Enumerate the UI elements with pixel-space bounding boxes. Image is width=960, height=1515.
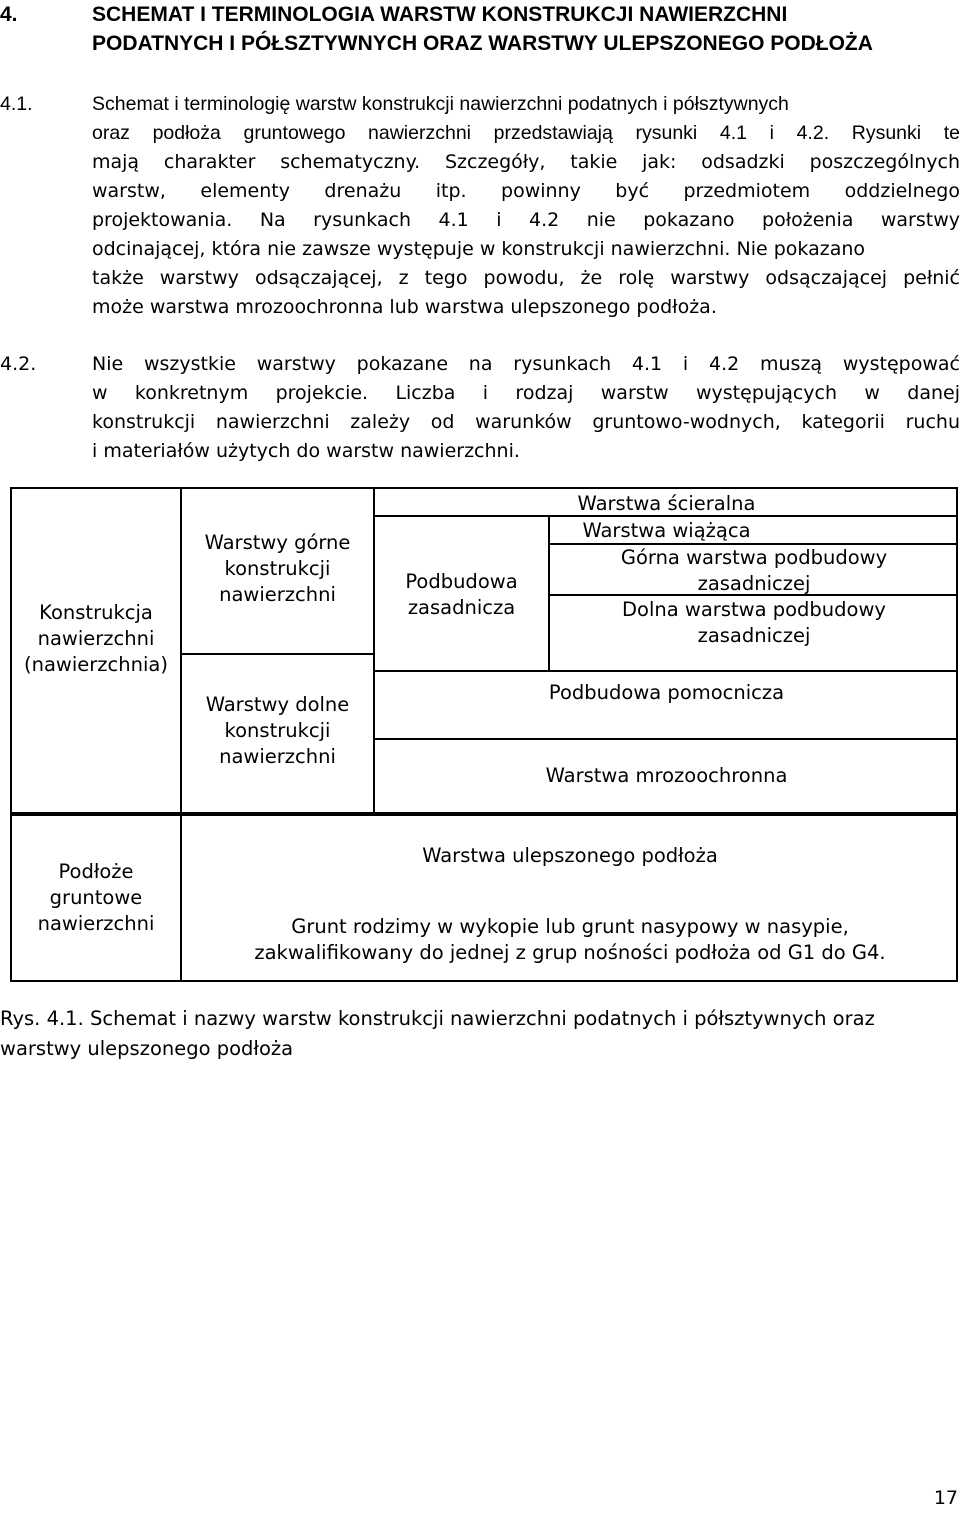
podbudowa-pomocnicza-label: Podbudowa pomocnicza — [548, 681, 785, 704]
para-4-2-line: i materiałów użytych do warstw nawierzchni. — [92, 440, 520, 462]
layer-diagram — [0, 487, 960, 987]
podloze-label — [12, 859, 180, 937]
para-4-2-line: konstrukcji nawierzchni zależy od warunków gruntowo-wodnych, kategorii ruchu — [92, 411, 960, 433]
warstwa-scieralna-label: Warstwa ścieralna — [577, 492, 756, 515]
label-line: Podłoże — [58, 860, 134, 883]
para-4-1-number: 4.1. — [0, 93, 33, 115]
para-4-2-line: Nie wszystkie warstwy pokazane na rysunkach 4.1 i 4.2 muszą występować — [92, 353, 960, 375]
caption-line-2: warstwy ulepszonego podłoża — [0, 1037, 294, 1060]
label-line: Grunt rodzimy w wykopie lub grunt nasypowy w nasypie, — [291, 915, 849, 938]
label-line: Podbudowa — [405, 570, 518, 593]
label-line: zakwalifikowany do jednej z grup nośności podłoża od G1 do G4. — [254, 941, 886, 964]
warstwy-gorne-label — [182, 530, 373, 608]
label-line: konstrukcji — [224, 557, 331, 580]
label-line: gruntowe — [49, 886, 143, 909]
para-4-2-number: 4.2. — [0, 353, 37, 375]
para-4-1-line: Schemat i terminologię warstw konstrukcji nawierzchni podatnych i półsztywnych — [92, 93, 789, 115]
warstwa-ulepszonego-label: Warstwa ulepszonego podłoża — [422, 844, 718, 867]
label-line: zasadniczej — [697, 572, 811, 595]
label-line: konstrukcji — [224, 719, 331, 742]
para-4-1-line: warstw, elementy drenażu itp. powinny być przedmiotem oddzielnego — [92, 180, 960, 202]
heading-line-2: PODATNYCH I PÓŁSZTYWNYCH ORAZ WARSTWY ULEPSZONEGO PODŁOŻA — [92, 32, 873, 55]
para-4-1-line: także warstwy odsączającej, z tego powodu, że rolę warstwy odsączającej pełnić — [92, 267, 960, 289]
para-4-2-line: w konkretnym projekcie. Liczba i rodzaj warstw występujących w danej — [92, 382, 960, 404]
podbudowa-zasadnicza-label — [375, 569, 548, 621]
heading-number: 4. — [0, 3, 18, 26]
label-line: Górna warstwa podbudowy — [620, 546, 888, 569]
caption-line-1: Rys. 4.1. Schemat i nazwy warstw konstrukcji nawierzchni podatnych i półsztywnych oraz — [0, 1007, 875, 1030]
para-4-2 — [92, 350, 960, 466]
label-line: Dolna warstwa podbudowy — [622, 598, 886, 621]
label-line: zasadniczej — [697, 624, 811, 647]
label-line: nawierzchni — [37, 627, 155, 650]
para-4-1 — [92, 90, 960, 322]
page-number: 17 — [933, 1487, 958, 1509]
para-4-1-line: projektowania. Na rysunkach 4.1 i 4.2 nie pokazano położenia warstwy — [92, 209, 960, 231]
heading-title — [92, 0, 952, 58]
dolna-podbudowa-label — [550, 597, 958, 649]
grunt-label — [182, 914, 958, 966]
label-line: Warstwy dolne — [205, 693, 350, 716]
heading-line-1: SCHEMAT I TERMINOLOGIA WARSTW KONSTRUKCJI NAWIERZCHNI — [92, 3, 788, 26]
konstrukcja-label — [12, 600, 180, 678]
figure-caption — [0, 1004, 960, 1064]
label-line: nawierzchni — [219, 745, 336, 768]
warstwy-dolne-label — [182, 692, 373, 770]
divider — [373, 670, 958, 672]
para-4-1-line: oraz podłoża gruntowego nawierzchni przedstawiają rysunki 4.1 i 4.2. Rysunki te — [92, 122, 960, 144]
label-line: nawierzchni — [219, 583, 336, 606]
divider — [180, 653, 375, 655]
label-line: Warstwy górne — [204, 531, 351, 554]
warstwa-mrozoochronna-label: Warstwa mrozoochronna — [545, 764, 788, 787]
divider — [373, 738, 958, 740]
para-4-1-line: może warstwa mrozoochronna lub warstwa ulepszonego podłoża. — [92, 296, 717, 318]
gorna-podbudowa-label — [550, 545, 958, 597]
para-4-1-line: odcinającej, która nie zawsze występuje w konstrukcji nawierzchni. Nie pokazano — [92, 238, 866, 260]
label-line: Konstrukcja — [39, 601, 153, 624]
label-line: (nawierzchnia) — [24, 653, 168, 676]
label-line: nawierzchni — [37, 912, 155, 935]
warstwa-wiazaca-label: Warstwa wiążąca — [582, 519, 751, 542]
para-4-1-line: mają charakter schematyczny. Szczegóły, takie jak: odsadzki poszczególnych — [92, 151, 960, 173]
label-line: zasadnicza — [407, 596, 516, 619]
